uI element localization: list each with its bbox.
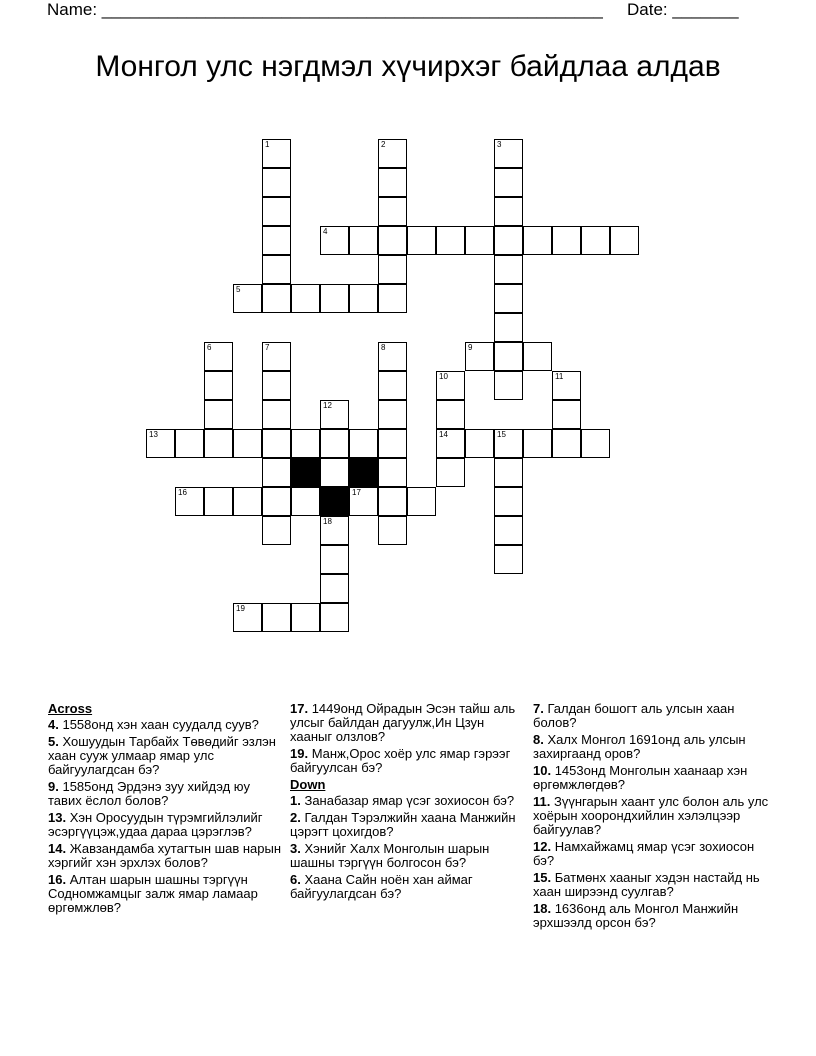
crossword-cell[interactable] (378, 429, 407, 458)
cell-number: 17 (352, 488, 361, 497)
clue-across-14 (48, 842, 283, 870)
crossword-cell[interactable] (320, 574, 349, 603)
crossword-cell[interactable] (465, 342, 494, 371)
crossword-cell[interactable] (610, 226, 639, 255)
clue-text: 1585онд Эрдэнэ зуу хийдэд юу тавих ёслол болов? (48, 779, 251, 808)
crossword-cell[interactable] (436, 371, 465, 400)
crossword-cell[interactable] (291, 603, 320, 632)
clue-across-19 (290, 747, 525, 775)
crossword-cell[interactable] (494, 284, 523, 313)
cell-number: 8 (381, 343, 386, 352)
clue-number: 19. (290, 746, 309, 761)
clue-number: 17. (290, 701, 309, 716)
clue-down-8 (533, 733, 773, 761)
crossword-cell[interactable] (291, 487, 320, 516)
cell-number: 2 (381, 140, 386, 149)
clues-column-3 (533, 702, 773, 933)
crossword-cell[interactable] (204, 487, 233, 516)
clue-text: 1636онд аль Монгол Манжийн эрхшээлд орсон бэ? (533, 901, 739, 930)
crossword-cell[interactable] (320, 400, 349, 429)
crossword-cell[interactable] (262, 255, 291, 284)
crossword-cell[interactable] (465, 429, 494, 458)
crossword-cell[interactable] (378, 139, 407, 168)
crossword-cell[interactable] (262, 429, 291, 458)
crossword-cell[interactable] (204, 342, 233, 371)
clue-text: Халх Монгол 1691онд аль улсын захиргаанд оров? (533, 732, 746, 761)
cell-number: 7 (265, 343, 270, 352)
clue-number: 11. (533, 794, 551, 809)
crossword-cell[interactable] (494, 139, 523, 168)
clue-across-9 (48, 780, 283, 808)
cell-number: 6 (207, 343, 212, 352)
crossword-cell[interactable] (349, 487, 378, 516)
crossword-cell[interactable] (581, 226, 610, 255)
clue-text: 1453онд Монголын хаанаар хэн өргөмжлөгдөв? (533, 763, 748, 792)
down-heading: Down (290, 777, 326, 792)
crossword-cell[interactable] (233, 603, 262, 632)
clue-text: Алтан шарын шашны тэргүүн Содномжамцыг залж ямар ламаар өргөмжлөв? (48, 872, 258, 915)
clue-down-12 (533, 840, 773, 868)
clue-number: 7. (533, 701, 544, 716)
crossword-cell[interactable] (262, 342, 291, 371)
clue-text: Хаана Сайн ноён хан аймаг байгуулагдсан бэ? (290, 872, 473, 901)
crossword-cell[interactable] (175, 429, 204, 458)
clue-number: 14. (48, 841, 67, 856)
crossword-cell[interactable] (494, 313, 523, 342)
crossword-cell[interactable] (320, 458, 349, 487)
crossword-cell[interactable] (204, 429, 233, 458)
crossword-cell[interactable] (494, 545, 523, 574)
crossword-cell[interactable] (204, 400, 233, 429)
clue-text: 1449онд Ойрадын Эсэн тайш аль улсыг байлдан дагуулж,Ин Цзун хааныг олзлов? (290, 701, 516, 744)
crossword-cell[interactable] (407, 226, 436, 255)
cell-number: 14 (439, 430, 448, 439)
clue-number: 1. (290, 793, 301, 808)
cell-number: 4 (323, 227, 328, 236)
crossword-cell[interactable] (320, 429, 349, 458)
cell-number: 5 (236, 285, 241, 294)
crossword-cell[interactable] (436, 458, 465, 487)
crossword-cell[interactable] (378, 516, 407, 545)
crossword-cell[interactable] (320, 226, 349, 255)
clue-number: 5. (48, 734, 59, 749)
clue-text: Хошуудын Тарбайх Төвөдийг эзлэн хаан сууж улмаар ямар улс байгуулагдсан бэ? (48, 734, 276, 777)
crossword-cell[interactable] (494, 342, 523, 371)
crossword-cell[interactable] (523, 429, 552, 458)
clues-column-2 (290, 702, 525, 904)
clue-number: 3. (290, 841, 301, 856)
clue-down-7 (533, 702, 773, 730)
crossword-cell[interactable] (494, 371, 523, 400)
cell-number: 12 (323, 401, 332, 410)
clue-across-16 (48, 873, 283, 915)
cell-number: 11 (555, 372, 564, 381)
crossword-cell[interactable] (436, 429, 465, 458)
crossword-cell[interactable] (233, 429, 262, 458)
clue-across-4 (48, 718, 283, 732)
clue-number: 18. (533, 901, 552, 916)
clue-down-18 (533, 902, 773, 930)
crossword-cell[interactable] (378, 255, 407, 284)
crossword-cell[interactable] (436, 226, 465, 255)
crossword-cell[interactable] (378, 342, 407, 371)
crossword-cell[interactable] (204, 371, 233, 400)
crossword-cell[interactable] (494, 226, 523, 255)
crossword-cell[interactable] (494, 429, 523, 458)
clue-across-17 (290, 702, 525, 744)
crossword-cell[interactable] (175, 487, 204, 516)
crossword-cell[interactable] (552, 371, 581, 400)
cell-number: 1 (265, 140, 270, 149)
crossword-cell[interactable] (494, 516, 523, 545)
crossword-cell[interactable] (262, 371, 291, 400)
cell-number: 13 (149, 430, 158, 439)
crossword-cell[interactable] (262, 400, 291, 429)
clue-text: Хэнийг Халх Монголын шарын шашны тэргүүн болгосон бэ? (290, 841, 490, 870)
crossword-cell[interactable] (320, 516, 349, 545)
clue-down-3 (290, 842, 525, 870)
crossword-cell[interactable] (233, 487, 262, 516)
crossword-cell[interactable] (494, 168, 523, 197)
crossword-cell[interactable] (320, 284, 349, 313)
crossword-cell[interactable] (320, 545, 349, 574)
clue-number: 2. (290, 810, 301, 825)
crossword-cell[interactable] (523, 342, 552, 371)
clue-number: 15. (533, 870, 552, 885)
across-heading: Across (48, 701, 93, 716)
clue-across-5 (48, 735, 283, 777)
name-field-label: Name: _____________________________________________________ (47, 0, 603, 19)
clue-text: Галдан бошогт аль улсын хаан болов? (533, 701, 735, 730)
cell-number: 19 (236, 604, 245, 613)
clue-number: 10. (533, 763, 552, 778)
crossword-cell[interactable] (262, 168, 291, 197)
clue-down-2 (290, 811, 525, 839)
clue-text: Занабазар ямар үсэг зохиосон бэ? (304, 793, 515, 808)
clue-number: 9. (48, 779, 59, 794)
clue-down-11 (533, 795, 773, 837)
clue-down-15 (533, 871, 773, 899)
crossword-cell[interactable] (581, 429, 610, 458)
page-title: Монгол улс нэгдмэл хүчирхэг байдлаа алдав (95, 50, 721, 83)
clue-down-1 (290, 794, 525, 808)
clue-number: 12. (533, 839, 552, 854)
date-field-label: Date: _______ (627, 0, 739, 19)
crossword-cell[interactable] (378, 168, 407, 197)
crossword-cell[interactable] (320, 603, 349, 632)
clue-text: Галдан Тэрэлжийн хаана Манжийн цэрэгт цохигдов? (290, 810, 516, 839)
clue-text: Хэн Оросуудын түрэмгийлэлийг эсэргүүцэж,удаа дараа цэрэглэв? (48, 810, 263, 839)
crossword-cell[interactable] (407, 487, 436, 516)
crossword-cell[interactable] (146, 429, 175, 458)
clue-across-13 (48, 811, 283, 839)
crossword-cell[interactable] (494, 255, 523, 284)
crossword-cell[interactable] (378, 197, 407, 226)
clue-down-6 (290, 873, 525, 901)
crossword-cell[interactable] (262, 458, 291, 487)
crossword-cell[interactable] (262, 139, 291, 168)
cell-number: 3 (497, 140, 502, 149)
cell-number: 9 (468, 343, 473, 352)
crossword-cell[interactable] (552, 226, 581, 255)
clue-text: 1558онд хэн хаан суудалд суув? (62, 717, 259, 732)
crossword-cell[interactable] (262, 284, 291, 313)
crossword-cell[interactable] (349, 429, 378, 458)
crossword-cell[interactable] (378, 458, 407, 487)
crossword-cell[interactable] (291, 284, 320, 313)
clue-number: 8. (533, 732, 544, 747)
cell-number: 18 (323, 517, 332, 526)
crossword-cell[interactable] (233, 284, 262, 313)
crossword-cell[interactable] (349, 284, 378, 313)
crossword-cell[interactable] (465, 226, 494, 255)
clue-text: Манж,Орос хоёр улс ямар гэрээг байгуулсан бэ? (290, 746, 511, 775)
crossword-cell[interactable] (436, 400, 465, 429)
crossword-cell[interactable] (262, 516, 291, 545)
clues-column-1 (48, 702, 283, 918)
crossword-cell[interactable] (523, 226, 552, 255)
crossword-cell[interactable] (262, 487, 291, 516)
crossword-cell[interactable] (349, 226, 378, 255)
crossword-cell[interactable] (494, 197, 523, 226)
crossword-cell[interactable] (262, 603, 291, 632)
cell-number: 15 (497, 430, 506, 439)
crossword-cell[interactable] (378, 226, 407, 255)
clue-text: Зүүнгарын хаант улс болон аль улс хоёрын хоорондхийлин хэлэлцээр байгуулав? (533, 794, 769, 837)
blocked-cell (291, 458, 320, 487)
cell-number: 16 (178, 488, 187, 497)
clue-text: Батмөнх хааныг хэдэн настайд нь хаан ширээнд суулгав? (533, 870, 760, 899)
crossword-cell[interactable] (378, 400, 407, 429)
clue-number: 16. (48, 872, 67, 887)
clue-number: 13. (48, 810, 67, 825)
clue-number: 4. (48, 717, 59, 732)
blocked-cell (349, 458, 378, 487)
crossword-cell[interactable] (262, 226, 291, 255)
clue-text: Жавзандамба хутагтын шав нарын хэргийг хэн эрхлэх болов? (48, 841, 282, 870)
crossword-cell[interactable] (378, 371, 407, 400)
clue-number: 6. (290, 872, 301, 887)
clue-text: Намхайжамц ямар үсэг зохиосон бэ? (533, 839, 755, 868)
crossword-cell[interactable] (494, 458, 523, 487)
cell-number: 10 (439, 372, 448, 381)
crossword-cell[interactable] (262, 197, 291, 226)
crossword-cell[interactable] (552, 400, 581, 429)
crossword-cell[interactable] (378, 487, 407, 516)
clue-down-10 (533, 764, 773, 792)
crossword-cell[interactable] (552, 429, 581, 458)
blocked-cell (320, 487, 349, 516)
crossword-cell[interactable] (378, 284, 407, 313)
crossword-cell[interactable] (494, 487, 523, 516)
crossword-cell[interactable] (291, 429, 320, 458)
